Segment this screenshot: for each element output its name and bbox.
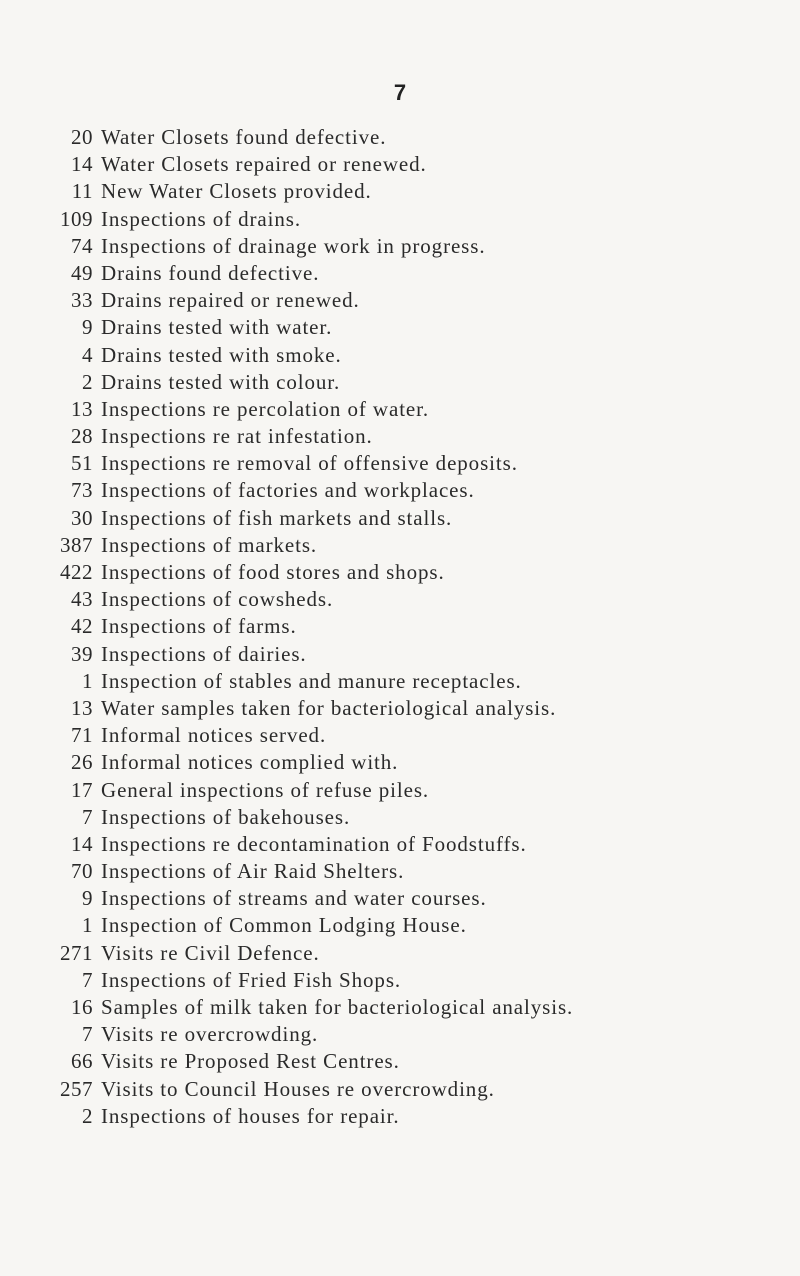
list-item bbox=[0, 1076, 800, 1103]
entry-count: 33 bbox=[71, 288, 93, 313]
list-item bbox=[0, 287, 800, 314]
list-item bbox=[0, 613, 800, 640]
list-item bbox=[0, 967, 800, 994]
entry-description: Inspections of drains. bbox=[101, 206, 302, 231]
entry-count: 16 bbox=[71, 995, 93, 1019]
list-item bbox=[0, 994, 800, 1021]
entry-count: 13 bbox=[71, 396, 93, 421]
entry-description: Water Closets found defective. bbox=[101, 125, 387, 149]
list-item bbox=[0, 804, 800, 831]
page-number: 7 bbox=[393, 80, 407, 105]
list-item bbox=[0, 206, 800, 233]
list-item bbox=[0, 342, 800, 369]
entry-count: 26 bbox=[71, 750, 93, 775]
entry-count: 4 bbox=[82, 342, 93, 367]
entry-description: Inspections of dairies. bbox=[101, 641, 307, 666]
entry-description: Informal notices complied with. bbox=[101, 750, 399, 775]
entry-description: Inspections of markets. bbox=[101, 532, 318, 557]
entry-count: 14 bbox=[71, 831, 93, 856]
entry-count: 74 bbox=[71, 233, 93, 258]
inspection-list bbox=[0, 124, 800, 1130]
list-item bbox=[0, 505, 800, 532]
entry-count: 109 bbox=[60, 206, 93, 231]
entry-count: 42 bbox=[71, 614, 93, 639]
entry-count: 9 bbox=[82, 315, 93, 340]
entry-description: Inspections of fish markets and stalls. bbox=[101, 505, 453, 530]
entry-description: New Water Closets provided. bbox=[101, 179, 372, 204]
list-item bbox=[0, 396, 800, 423]
entry-description: Inspections of factories and workplaces. bbox=[101, 478, 475, 503]
list-item bbox=[0, 749, 800, 776]
list-item bbox=[0, 1103, 800, 1130]
entry-count: 271 bbox=[60, 940, 93, 965]
list-item bbox=[0, 777, 800, 804]
entry-description: Inspections of cowsheds. bbox=[101, 587, 334, 612]
entry-count: 9 bbox=[82, 886, 93, 911]
entry-description: Inspections re decontamination of Foodstuffs. bbox=[101, 831, 527, 856]
entry-description: Visits re overcrowding. bbox=[101, 1022, 319, 1047]
list-item bbox=[0, 912, 800, 939]
entry-description: Drains found defective. bbox=[101, 260, 320, 285]
entry-description: Inspections of food stores and shops. bbox=[101, 560, 445, 584]
entry-count: 51 bbox=[71, 451, 93, 476]
entry-count: 2 bbox=[82, 1103, 93, 1128]
entry-count: 43 bbox=[71, 587, 93, 612]
entry-description: Inspections of Air Raid Shelters. bbox=[101, 859, 405, 884]
list-item bbox=[0, 151, 800, 178]
entry-description: Visits to Council Houses re overcrowding. bbox=[101, 1076, 495, 1101]
entry-description: Informal notices served. bbox=[101, 723, 327, 748]
entry-count: 7 bbox=[82, 1022, 93, 1047]
list-item bbox=[0, 260, 800, 287]
entry-description: General inspections of refuse piles. bbox=[101, 777, 430, 802]
list-item bbox=[0, 831, 800, 858]
list-item bbox=[0, 178, 800, 205]
entry-description: Inspections re rat infestation. bbox=[101, 424, 373, 449]
entry-description: Inspection of Common Lodging House. bbox=[101, 913, 467, 938]
entry-description: Inspections of houses for repair. bbox=[101, 1103, 400, 1128]
entry-description: Visits re Civil Defence. bbox=[101, 940, 320, 965]
entry-count: 257 bbox=[60, 1076, 93, 1101]
entry-count: 71 bbox=[71, 723, 93, 748]
list-item bbox=[0, 559, 800, 586]
list-item bbox=[0, 450, 800, 477]
entry-description: Inspection of stables and manure receptacles. bbox=[101, 668, 522, 693]
entry-count: 14 bbox=[71, 152, 93, 177]
entry-count: 7 bbox=[82, 804, 93, 829]
list-item bbox=[0, 369, 800, 396]
list-item bbox=[0, 586, 800, 613]
entry-count: 2 bbox=[82, 369, 93, 394]
entry-description: Inspections of streams and water courses. bbox=[101, 886, 487, 911]
entry-description: Inspections re removal of offensive deposits. bbox=[101, 451, 518, 476]
entry-count: 387 bbox=[60, 532, 93, 557]
list-item bbox=[0, 641, 800, 668]
list-item bbox=[0, 1021, 800, 1048]
entry-count: 70 bbox=[71, 859, 93, 884]
list-item bbox=[0, 124, 800, 151]
list-item bbox=[0, 722, 800, 749]
entry-description: Drains tested with colour. bbox=[101, 369, 341, 394]
entry-count: 11 bbox=[71, 179, 93, 204]
entry-count: 73 bbox=[71, 478, 93, 503]
list-item bbox=[0, 940, 800, 967]
entry-count: 422 bbox=[60, 560, 93, 584]
entry-description: Water Closets repaired or renewed. bbox=[101, 152, 427, 177]
entry-description: Water samples taken for bacteriological analysis. bbox=[101, 695, 557, 720]
entry-count: 39 bbox=[71, 641, 93, 666]
list-item bbox=[0, 668, 800, 695]
entry-description: Inspections of drainage work in progress. bbox=[101, 233, 486, 258]
entry-count: 17 bbox=[71, 777, 93, 802]
entry-count: 49 bbox=[71, 260, 93, 285]
entry-description: Inspections of bakehouses. bbox=[101, 804, 351, 829]
entry-description: Samples of milk taken for bacteriological analysis. bbox=[101, 995, 574, 1019]
entry-description: Drains tested with water. bbox=[101, 315, 333, 340]
list-item bbox=[0, 314, 800, 341]
entry-count: 28 bbox=[71, 424, 93, 449]
entry-count: 20 bbox=[71, 125, 93, 149]
entry-count: 1 bbox=[82, 913, 93, 938]
entry-count: 7 bbox=[82, 967, 93, 992]
list-item bbox=[0, 233, 800, 260]
entry-count: 30 bbox=[71, 505, 93, 530]
list-item bbox=[0, 1048, 800, 1075]
list-item bbox=[0, 477, 800, 504]
list-item bbox=[0, 695, 800, 722]
list-item bbox=[0, 858, 800, 885]
entry-description: Inspections of Fried Fish Shops. bbox=[101, 967, 402, 992]
list-item bbox=[0, 532, 800, 559]
list-item bbox=[0, 885, 800, 912]
entry-count: 13 bbox=[71, 695, 93, 720]
entry-description: Inspections re percolation of water. bbox=[101, 396, 430, 421]
entry-description: Inspections of farms. bbox=[101, 614, 297, 639]
list-item bbox=[0, 423, 800, 450]
entry-count: 1 bbox=[82, 668, 93, 693]
entry-description: Visits re Proposed Rest Centres. bbox=[101, 1049, 400, 1074]
entry-description: Drains repaired or renewed. bbox=[101, 288, 360, 313]
entry-description: Drains tested with smoke. bbox=[101, 342, 342, 367]
entry-count: 66 bbox=[71, 1049, 93, 1074]
